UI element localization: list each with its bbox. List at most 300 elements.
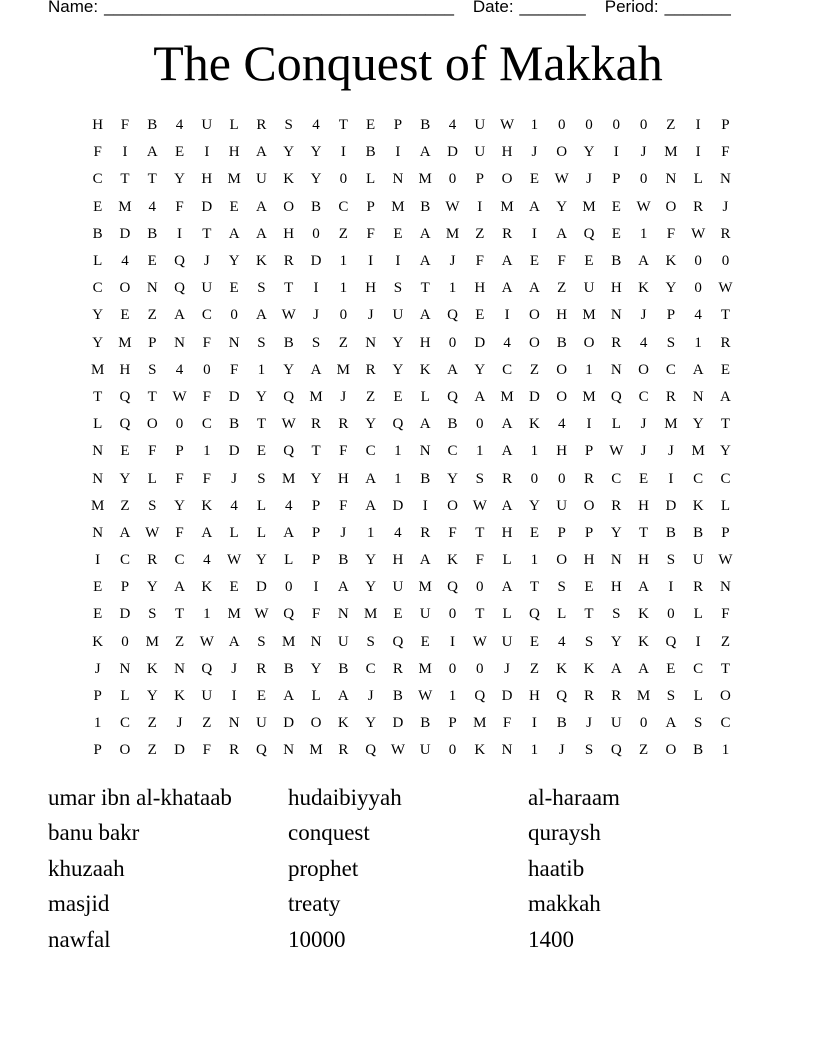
grid-letter[interactable]: T [202, 225, 212, 242]
grid-letter[interactable]: N [92, 524, 104, 541]
grid-letter[interactable]: E [639, 470, 649, 487]
grid-letter[interactable]: Z [147, 742, 157, 759]
grid-letter[interactable]: M [500, 198, 514, 215]
grid-letter[interactable]: M [309, 388, 323, 405]
grid-letter[interactable]: 4 [694, 307, 702, 324]
grid-letter[interactable]: W [554, 171, 569, 188]
grid-letter[interactable]: P [393, 117, 403, 134]
grid-letter[interactable]: 1 [585, 361, 593, 378]
grid-letter[interactable]: Q [447, 307, 458, 324]
grid-letter[interactable]: R [365, 361, 376, 378]
grid-letter[interactable]: C [502, 361, 513, 378]
grid-letter[interactable]: E [229, 579, 239, 596]
grid-letter[interactable]: J [640, 416, 647, 433]
grid-letter[interactable]: U [610, 715, 622, 732]
grid-letter[interactable]: M [363, 606, 378, 623]
grid-letter[interactable]: E [93, 198, 103, 215]
grid-letter[interactable]: 0 [448, 606, 457, 623]
grid-letter[interactable]: E [393, 388, 403, 405]
grid-letter[interactable]: R [338, 742, 349, 759]
grid-letter[interactable]: H [337, 470, 349, 487]
grid-letter[interactable]: Z [529, 361, 539, 378]
grid-letter[interactable]: Q [283, 606, 295, 623]
grid-letter[interactable]: A [365, 470, 377, 487]
grid-letter[interactable]: 0 [694, 253, 702, 270]
grid-letter[interactable]: Y [583, 144, 595, 161]
grid-letter[interactable]: L [693, 606, 703, 623]
grid-letter[interactable]: A [283, 688, 295, 705]
grid-letter[interactable]: B [283, 660, 294, 677]
grid-letter[interactable]: E [393, 606, 403, 623]
grid-letter[interactable]: Z [120, 497, 130, 514]
grid-letter[interactable]: S [666, 334, 676, 351]
grid-letter[interactable]: B [665, 524, 676, 541]
grid-letter[interactable]: F [448, 524, 457, 541]
grid-letter[interactable]: F [721, 144, 730, 161]
grid-letter[interactable]: I [613, 144, 619, 161]
grid-letter[interactable]: W [445, 198, 460, 215]
grid-letter[interactable]: P [93, 688, 102, 705]
grid-letter[interactable]: 0 [557, 117, 566, 134]
grid-letter[interactable]: P [666, 307, 676, 324]
grid-letter[interactable]: M [664, 416, 678, 433]
grid-letter[interactable]: Y [665, 280, 677, 297]
grid-letter[interactable]: F [148, 443, 157, 460]
grid-letter[interactable]: U [256, 715, 267, 732]
grid-letter[interactable]: Y [310, 470, 322, 487]
grid-letter[interactable]: M [582, 388, 596, 405]
grid-letter[interactable]: H [283, 225, 295, 242]
grid-letter[interactable]: 0 [612, 117, 621, 134]
grid-letter[interactable]: P [475, 171, 484, 188]
grid-letter[interactable]: A [501, 497, 513, 514]
grid-letter[interactable]: Z [147, 715, 157, 732]
grid-letter[interactable]: Y [92, 307, 104, 324]
grid-letter[interactable]: P [721, 117, 730, 134]
grid-letter[interactable]: F [175, 198, 184, 215]
grid-letter[interactable]: O [665, 198, 677, 215]
grid-letter[interactable]: I [395, 253, 401, 270]
grid-letter[interactable]: 0 [721, 253, 730, 270]
grid-letter[interactable]: W [418, 688, 433, 705]
grid-letter[interactable]: I [477, 198, 483, 215]
grid-letter[interactable]: C [338, 198, 349, 215]
grid-letter[interactable]: E [393, 225, 403, 242]
grid-letter[interactable]: 0 [448, 742, 457, 759]
grid-letter[interactable]: K [447, 552, 458, 569]
grid-letter[interactable]: F [175, 470, 184, 487]
grid-letter[interactable]: A [447, 361, 458, 378]
grid-letter[interactable]: 1 [394, 470, 402, 487]
grid-letter[interactable]: D [119, 606, 131, 623]
grid-letter[interactable]: Y [228, 253, 240, 270]
grid-letter[interactable]: M [445, 225, 460, 242]
grid-letter[interactable]: H [392, 552, 404, 569]
grid-letter[interactable]: C [174, 552, 185, 569]
grid-letter[interactable]: R [611, 688, 622, 705]
grid-letter[interactable]: E [256, 688, 267, 705]
grid-letter[interactable]: T [174, 606, 185, 623]
grid-letter[interactable]: B [420, 198, 431, 215]
grid-letter[interactable]: I [586, 416, 592, 433]
grid-letter[interactable]: E [93, 606, 103, 623]
grid-letter[interactable]: R [311, 416, 322, 433]
grid-letter[interactable]: W [609, 443, 624, 460]
name-field[interactable]: _____________________________________ [104, 0, 454, 16]
grid-letter[interactable]: O [119, 280, 131, 297]
grid-letter[interactable]: I [668, 579, 674, 596]
grid-letter[interactable]: Y [92, 334, 104, 351]
grid-letter[interactable]: S [666, 552, 676, 569]
grid-letter[interactable]: O [528, 334, 540, 351]
grid-letter[interactable]: C [119, 715, 130, 732]
grid-letter[interactable]: I [668, 470, 674, 487]
grid-letter[interactable]: W [199, 633, 214, 650]
period-field[interactable]: _______ [664, 0, 731, 16]
grid-letter[interactable]: A [638, 253, 649, 270]
grid-letter[interactable]: Y [610, 633, 622, 650]
grid-letter[interactable]: T [284, 280, 294, 297]
grid-letter[interactable]: M [227, 606, 241, 623]
grid-letter[interactable]: Y [528, 497, 540, 514]
grid-letter[interactable]: B [447, 416, 458, 433]
grid-letter[interactable]: S [612, 606, 621, 623]
grid-letter[interactable]: F [475, 552, 484, 569]
grid-letter[interactable]: S [311, 334, 321, 351]
grid-letter[interactable]: Z [338, 334, 348, 351]
grid-letter[interactable]: A [528, 280, 540, 297]
grid-letter[interactable]: S [584, 633, 594, 650]
grid-letter[interactable]: O [583, 334, 595, 351]
grid-letter[interactable]: O [556, 361, 568, 378]
grid-letter[interactable]: D [392, 497, 404, 514]
grid-letter[interactable]: E [229, 198, 239, 215]
grid-letter[interactable]: M [691, 443, 705, 460]
grid-letter[interactable]: B [693, 524, 704, 541]
grid-letter[interactable]: O [501, 171, 513, 188]
grid-letter[interactable]: A [692, 361, 704, 378]
grid-letter[interactable]: I [340, 144, 346, 161]
grid-letter[interactable]: M [282, 470, 296, 487]
grid-letter[interactable]: O [720, 688, 731, 705]
grid-letter[interactable]: P [721, 524, 730, 541]
grid-letter[interactable]: B [693, 742, 704, 759]
grid-letter[interactable]: Z [475, 225, 485, 242]
grid-letter[interactable]: E [93, 579, 103, 596]
grid-letter[interactable]: R [502, 470, 513, 487]
grid-letter[interactable]: C [119, 552, 130, 569]
grid-letter[interactable]: F [175, 524, 184, 541]
grid-letter[interactable]: I [231, 688, 237, 705]
grid-letter[interactable]: I [695, 117, 701, 134]
grid-letter[interactable]: T [338, 117, 348, 134]
grid-letter[interactable]: K [556, 660, 568, 677]
grid-letter[interactable]: P [120, 579, 130, 596]
grid-letter[interactable]: C [720, 470, 731, 487]
grid-letter[interactable]: B [229, 416, 240, 433]
grid-letter[interactable]: I [313, 280, 319, 297]
grid-letter[interactable]: U [201, 280, 213, 297]
grid-letter[interactable]: M [336, 361, 350, 378]
grid-letter[interactable]: 1 [203, 606, 211, 623]
grid-letter[interactable]: K [337, 715, 349, 732]
grid-letter[interactable]: W [281, 307, 296, 324]
grid-letter[interactable]: K [638, 606, 649, 623]
grid-letter[interactable]: N [501, 742, 513, 759]
grid-letter[interactable]: N [228, 715, 240, 732]
grid-letter[interactable]: E [120, 443, 130, 460]
grid-letter[interactable]: N [610, 361, 622, 378]
grid-letter[interactable]: D [256, 579, 267, 596]
grid-letter[interactable]: P [93, 742, 102, 759]
grid-letter[interactable]: H [119, 361, 131, 378]
grid-letter[interactable]: W [718, 280, 733, 297]
grid-letter[interactable]: L [502, 552, 512, 569]
grid-letter[interactable]: K [256, 253, 267, 270]
grid-letter[interactable]: T [475, 606, 485, 623]
grid-letter[interactable]: J [231, 470, 238, 487]
grid-letter[interactable]: Q [583, 225, 595, 242]
grid-letter[interactable]: Q [119, 388, 131, 405]
grid-letter[interactable]: E [584, 579, 594, 596]
grid-letter[interactable]: W [172, 388, 187, 405]
grid-letter[interactable]: J [640, 144, 647, 161]
grid-letter[interactable]: 1 [448, 688, 457, 705]
grid-letter[interactable]: H [638, 497, 649, 514]
grid-letter[interactable]: R [720, 225, 731, 242]
grid-letter[interactable]: J [176, 715, 183, 732]
grid-letter[interactable]: P [584, 443, 594, 460]
grid-letter[interactable]: I [122, 144, 128, 161]
grid-letter[interactable]: R [392, 660, 403, 677]
grid-letter[interactable]: T [311, 443, 321, 460]
grid-letter[interactable]: A [365, 497, 377, 514]
grid-letter[interactable]: A [501, 579, 513, 596]
grid-letter[interactable]: N [310, 633, 322, 650]
grid-letter[interactable]: F [120, 117, 130, 134]
grid-letter[interactable]: M [90, 497, 105, 514]
grid-letter[interactable]: L [311, 688, 321, 705]
grid-letter[interactable]: P [612, 171, 621, 188]
grid-letter[interactable]: 1 [530, 117, 539, 134]
grid-letter[interactable]: U [556, 497, 568, 514]
grid-letter[interactable]: A [419, 225, 431, 242]
grid-letter[interactable]: C [201, 307, 212, 324]
grid-letter[interactable]: Z [338, 225, 348, 242]
grid-letter[interactable]: F [93, 144, 102, 161]
grid-letter[interactable]: C [92, 171, 103, 188]
grid-letter[interactable]: H [583, 552, 595, 569]
grid-letter[interactable]: N [419, 443, 431, 460]
grid-letter[interactable]: 0 [585, 117, 593, 134]
grid-letter[interactable]: N [337, 606, 349, 623]
grid-letter[interactable]: J [340, 524, 347, 541]
grid-letter[interactable]: A [638, 660, 649, 677]
grid-letter[interactable]: O [556, 144, 568, 161]
grid-letter[interactable]: U [419, 606, 431, 623]
grid-letter[interactable]: T [529, 579, 539, 596]
grid-letter[interactable]: P [448, 715, 457, 732]
grid-letter[interactable]: E [366, 117, 376, 134]
grid-letter[interactable]: J [449, 253, 456, 270]
grid-letter[interactable]: 0 [284, 579, 293, 596]
grid-letter[interactable]: A [337, 579, 349, 596]
grid-letter[interactable]: A [501, 416, 513, 433]
grid-letter[interactable]: Q [392, 416, 404, 433]
grid-letter[interactable]: I [313, 579, 319, 596]
grid-letter[interactable]: A [419, 416, 431, 433]
grid-letter[interactable]: 4 [557, 633, 566, 650]
grid-letter[interactable]: M [418, 579, 432, 596]
grid-letter[interactable]: N [119, 660, 131, 677]
grid-letter[interactable]: C [611, 470, 622, 487]
grid-letter[interactable]: 1 [639, 225, 648, 242]
grid-letter[interactable]: U [392, 307, 404, 324]
grid-letter[interactable]: 1 [203, 443, 211, 460]
grid-letter[interactable]: B [311, 198, 322, 215]
grid-letter[interactable]: Y [310, 144, 322, 161]
grid-letter[interactable]: H [556, 443, 568, 460]
grid-letter[interactable]: H [556, 307, 568, 324]
grid-letter[interactable]: I [695, 633, 701, 650]
grid-letter[interactable]: 0 [448, 660, 457, 677]
grid-letter[interactable]: E [256, 443, 267, 460]
grid-letter[interactable]: T [584, 606, 594, 623]
grid-letter[interactable]: 4 [284, 497, 293, 514]
grid-letter[interactable]: F [202, 470, 211, 487]
grid-letter[interactable]: D [283, 715, 295, 732]
grid-letter[interactable]: 1 [530, 443, 539, 460]
grid-letter[interactable]: A [201, 524, 213, 541]
grid-letter[interactable]: T [120, 171, 130, 188]
grid-letter[interactable]: P [148, 334, 157, 351]
grid-letter[interactable]: A [337, 688, 349, 705]
grid-letter[interactable]: 4 [394, 524, 402, 541]
grid-letter[interactable]: M [418, 660, 432, 677]
grid-letter[interactable]: N [610, 552, 622, 569]
grid-letter[interactable]: U [474, 117, 486, 134]
grid-letter[interactable]: A [310, 361, 322, 378]
grid-letter[interactable]: 1 [530, 742, 539, 759]
grid-letter[interactable]: F [666, 225, 676, 242]
grid-letter[interactable]: Q [201, 660, 213, 677]
grid-letter[interactable]: 1 [694, 334, 702, 351]
grid-letter[interactable]: P [366, 198, 375, 215]
grid-letter[interactable]: J [504, 660, 511, 677]
grid-letter[interactable]: Q [556, 688, 568, 705]
grid-letter[interactable]: O [310, 715, 322, 732]
grid-letter[interactable]: S [475, 470, 484, 487]
grid-letter[interactable]: P [557, 524, 566, 541]
grid-letter[interactable]: D [119, 225, 131, 242]
grid-letter[interactable]: E [229, 280, 239, 297]
grid-letter[interactable]: L [93, 253, 103, 270]
grid-letter[interactable]: F [721, 606, 730, 623]
grid-letter[interactable]: A [610, 660, 622, 677]
grid-letter[interactable]: M [227, 171, 241, 188]
grid-letter[interactable]: H [365, 280, 377, 297]
grid-letter[interactable]: P [311, 497, 321, 514]
grid-letter[interactable]: C [92, 280, 103, 297]
grid-letter[interactable]: N [720, 171, 731, 188]
grid-letter[interactable]: N [720, 579, 731, 596]
grid-letter[interactable]: A [174, 307, 185, 324]
grid-letter[interactable]: 0 [557, 470, 566, 487]
grid-letter[interactable]: D [310, 253, 322, 270]
grid-letter[interactable]: U [474, 144, 486, 161]
grid-letter[interactable]: A [174, 579, 185, 596]
grid-letter[interactable]: I [531, 225, 537, 242]
grid-letter[interactable]: Q [174, 280, 185, 297]
grid-letter[interactable]: A [501, 253, 513, 270]
grid-letter[interactable]: O [528, 307, 540, 324]
grid-letter[interactable]: W [390, 742, 405, 759]
grid-letter[interactable]: Q [447, 579, 458, 596]
grid-letter[interactable]: 0 [203, 361, 211, 378]
grid-letter[interactable]: Y [556, 198, 568, 215]
grid-letter[interactable]: O [665, 742, 677, 759]
grid-letter[interactable]: L [256, 524, 267, 541]
grid-letter[interactable]: L [284, 552, 294, 569]
grid-letter[interactable]: I [422, 497, 428, 514]
grid-letter[interactable]: N [228, 334, 240, 351]
grid-letter[interactable]: S [366, 633, 375, 650]
grid-letter[interactable]: M [391, 198, 405, 215]
grid-letter[interactable]: B [420, 715, 431, 732]
grid-letter[interactable]: M [582, 307, 596, 324]
grid-letter[interactable]: Q [610, 388, 622, 405]
grid-letter[interactable]: Z [557, 280, 567, 297]
grid-letter[interactable]: N [92, 443, 104, 460]
grid-letter[interactable]: M [90, 361, 105, 378]
grid-letter[interactable]: M [636, 688, 651, 705]
grid-letter[interactable]: Y [256, 388, 267, 405]
grid-letter[interactable]: Q [665, 633, 677, 650]
grid-letter[interactable]: D [665, 497, 677, 514]
grid-letter[interactable]: J [313, 307, 319, 324]
grid-letter[interactable]: Z [147, 307, 157, 324]
grid-letter[interactable]: T [475, 524, 485, 541]
date-field[interactable]: _______ [519, 0, 586, 16]
grid-letter[interactable]: R [611, 497, 622, 514]
grid-letter[interactable]: Y [365, 715, 377, 732]
grid-letter[interactable]: W [145, 524, 160, 541]
grid-letter[interactable]: W [254, 606, 269, 623]
grid-letter[interactable]: T [420, 280, 430, 297]
grid-letter[interactable]: 0 [230, 307, 238, 324]
grid-letter[interactable]: J [367, 688, 374, 705]
grid-letter[interactable]: R [420, 524, 431, 541]
grid-letter[interactable]: 1 [394, 443, 402, 460]
grid-letter[interactable]: A [228, 633, 240, 650]
grid-letter[interactable]: K [583, 660, 595, 677]
grid-letter[interactable]: Z [174, 633, 185, 650]
grid-letter[interactable]: P [311, 552, 321, 569]
grid-letter[interactable]: I [695, 144, 701, 161]
grid-letter[interactable]: R [693, 579, 704, 596]
grid-letter[interactable]: C [665, 361, 676, 378]
grid-letter[interactable]: D [392, 715, 404, 732]
grid-letter[interactable]: Q [365, 742, 377, 759]
grid-letter[interactable]: Q [119, 416, 131, 433]
grid-letter[interactable]: J [231, 660, 238, 677]
grid-letter[interactable]: C [693, 660, 704, 677]
grid-letter[interactable]: Y [146, 579, 158, 596]
grid-letter[interactable]: H [610, 280, 622, 297]
grid-letter[interactable]: Y [720, 443, 731, 460]
grid-letter[interactable]: R [147, 552, 158, 569]
grid-letter[interactable]: Y [283, 144, 295, 161]
